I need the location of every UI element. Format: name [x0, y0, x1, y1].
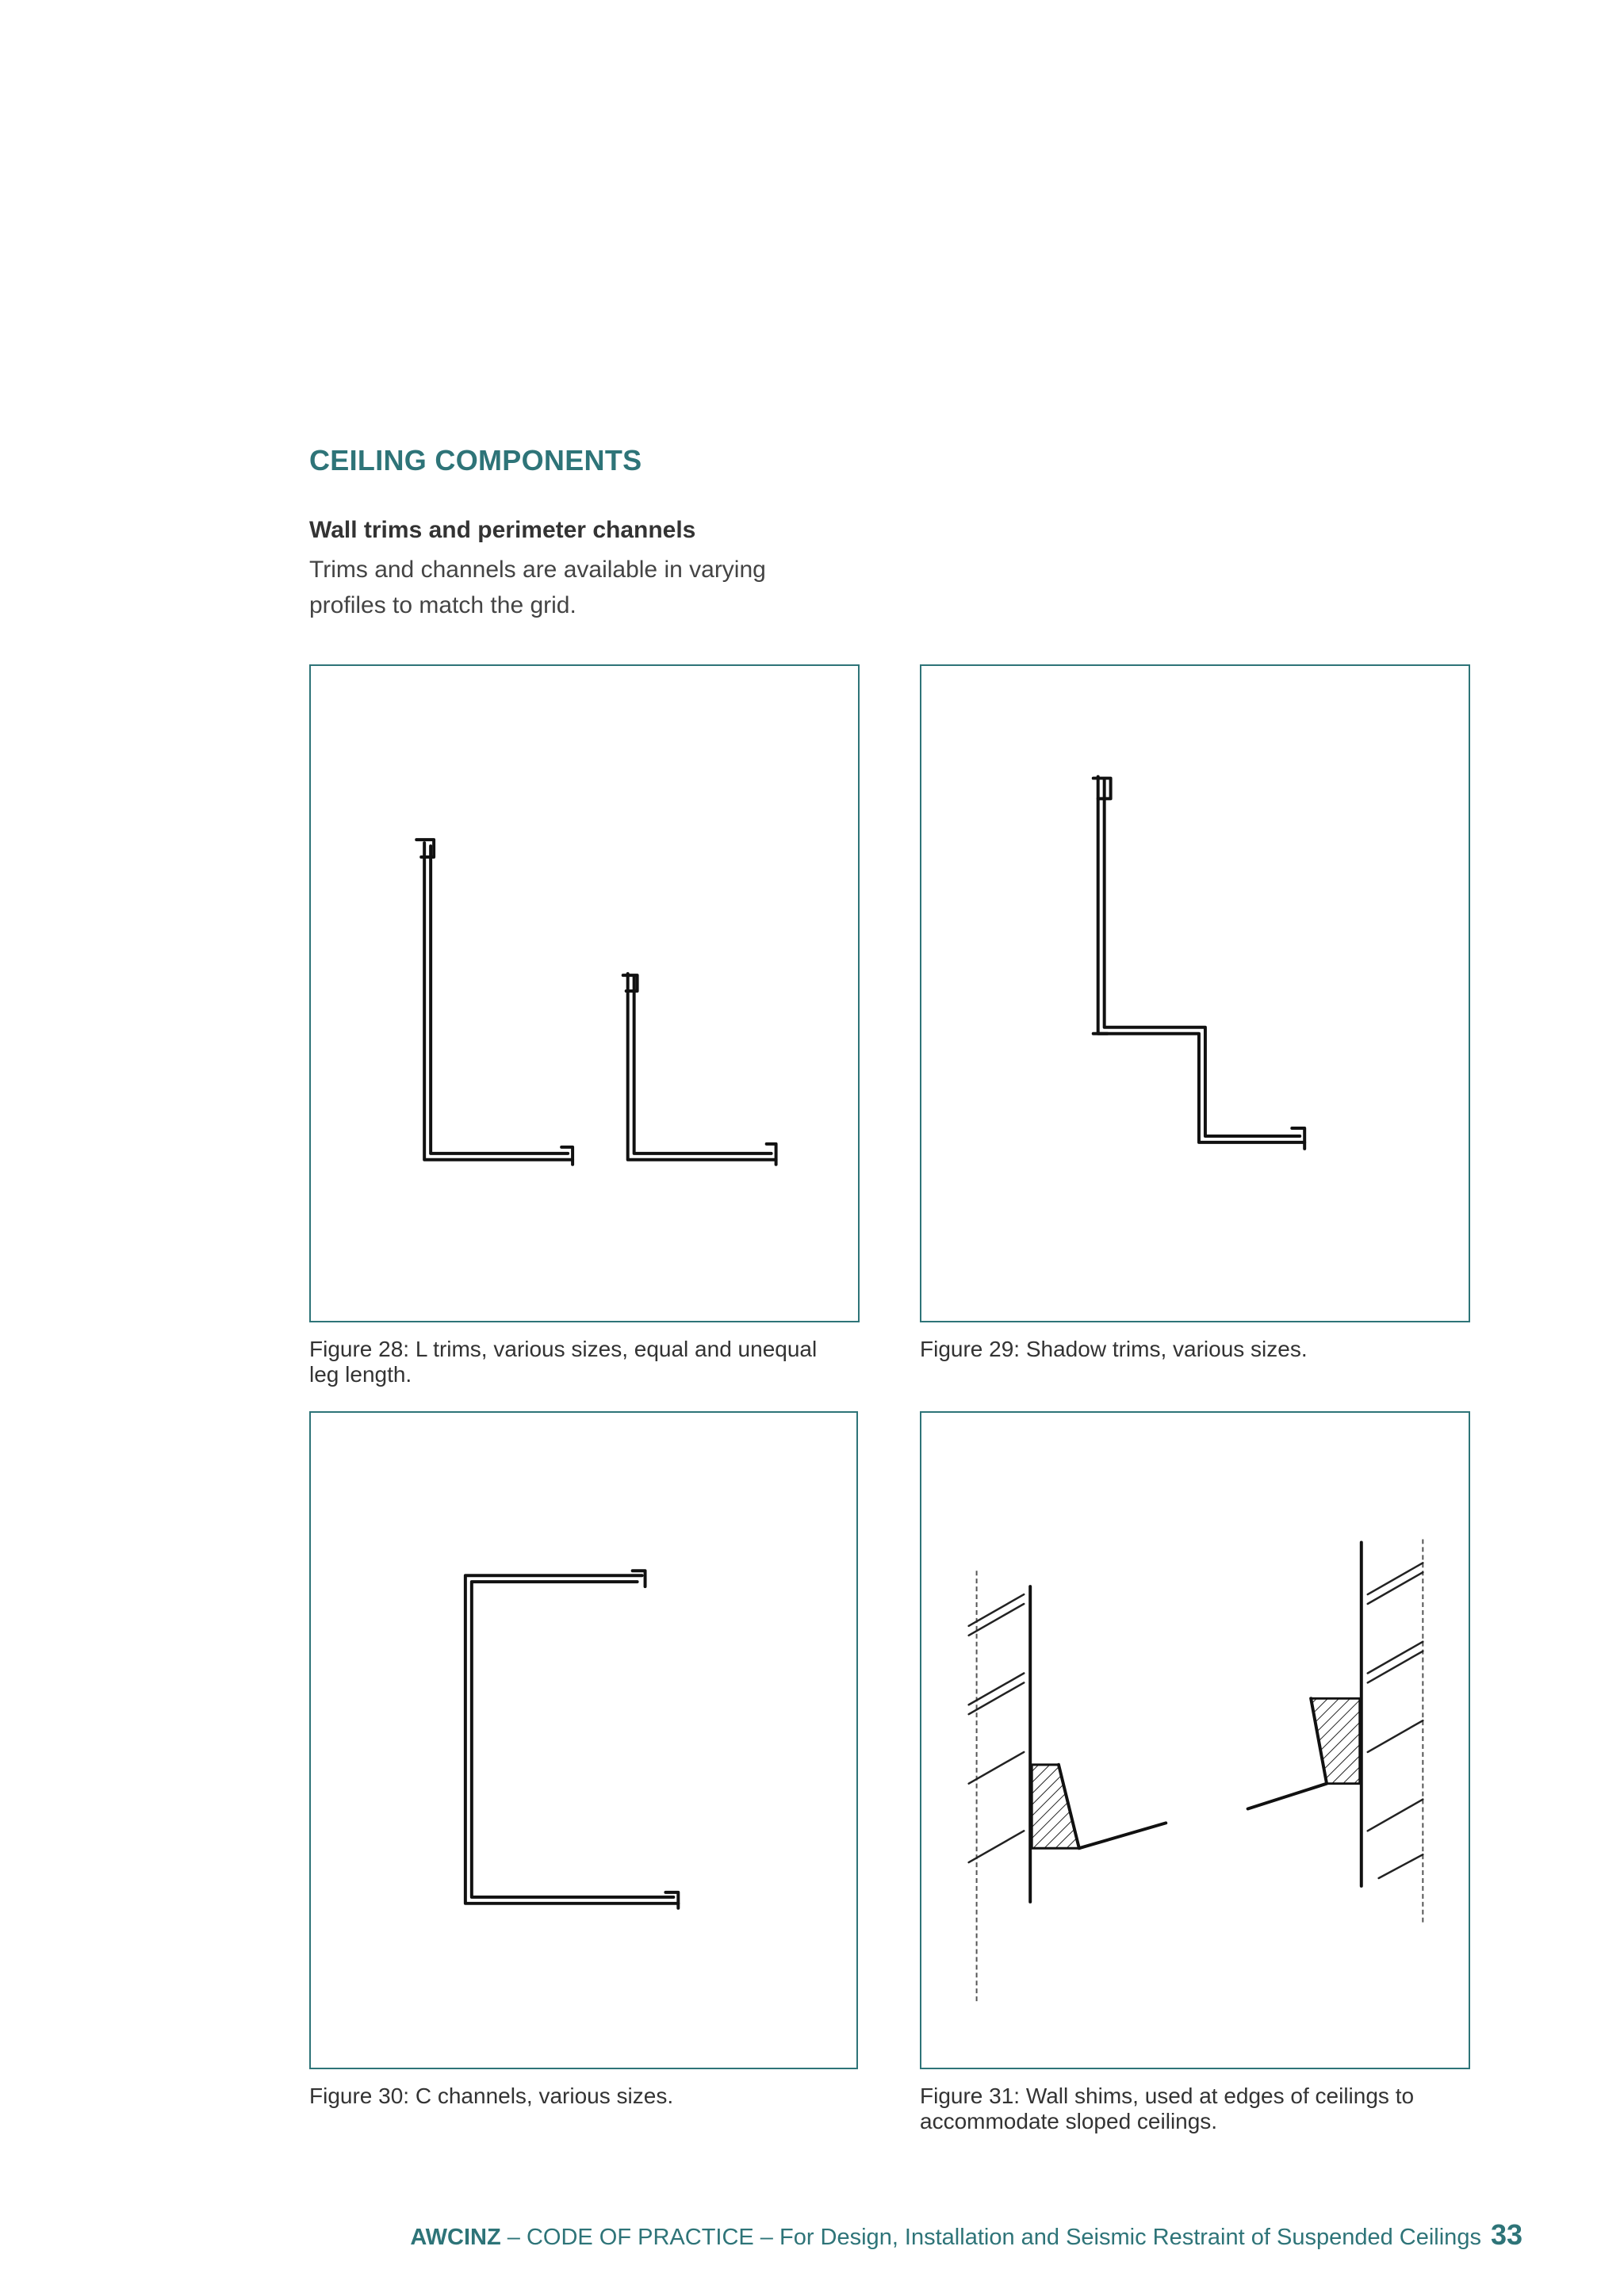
- l-trims-sketch-icon: [311, 666, 858, 1321]
- intro-text: Trims and channels are available in varying profiles to match the grid.: [309, 557, 766, 618]
- wall-shims-sketch-icon: [921, 1413, 1469, 2068]
- figure-31-box: [920, 1411, 1470, 2069]
- figure-29-box: [920, 664, 1470, 1322]
- shadow-trim-sketch-icon: [921, 666, 1469, 1321]
- figure-31-caption: Figure 31: Wall shims, used at edges of ceilings to accommodate sloped ceilings.: [920, 2084, 1415, 2133]
- figure-28-box: [309, 664, 860, 1322]
- section-heading: CEILING COMPONENTS: [309, 444, 642, 476]
- figure-30-caption: Figure 30: C channels, various sizes.: [309, 2084, 674, 2108]
- page-footer: [410, 2218, 1522, 2252]
- page-number: 33: [1490, 2218, 1522, 2251]
- figure-30-box: [309, 1411, 858, 2069]
- figure-28-caption: Figure 28: L trims, various sizes, equal and unequal leg length.: [309, 1337, 818, 1387]
- footer-brand: AWCINZ: [410, 2225, 501, 2250]
- subheading: Wall trims and perimeter channels: [309, 517, 696, 543]
- figure-29-caption: Figure 29: Shadow trims, various sizes.: [920, 1337, 1308, 1361]
- c-channel-sketch-icon: [311, 1413, 856, 2068]
- footer-text: – CODE OF PRACTICE – For Design, Installation and Seismic Restraint of Suspended Ceilings: [500, 2225, 1481, 2250]
